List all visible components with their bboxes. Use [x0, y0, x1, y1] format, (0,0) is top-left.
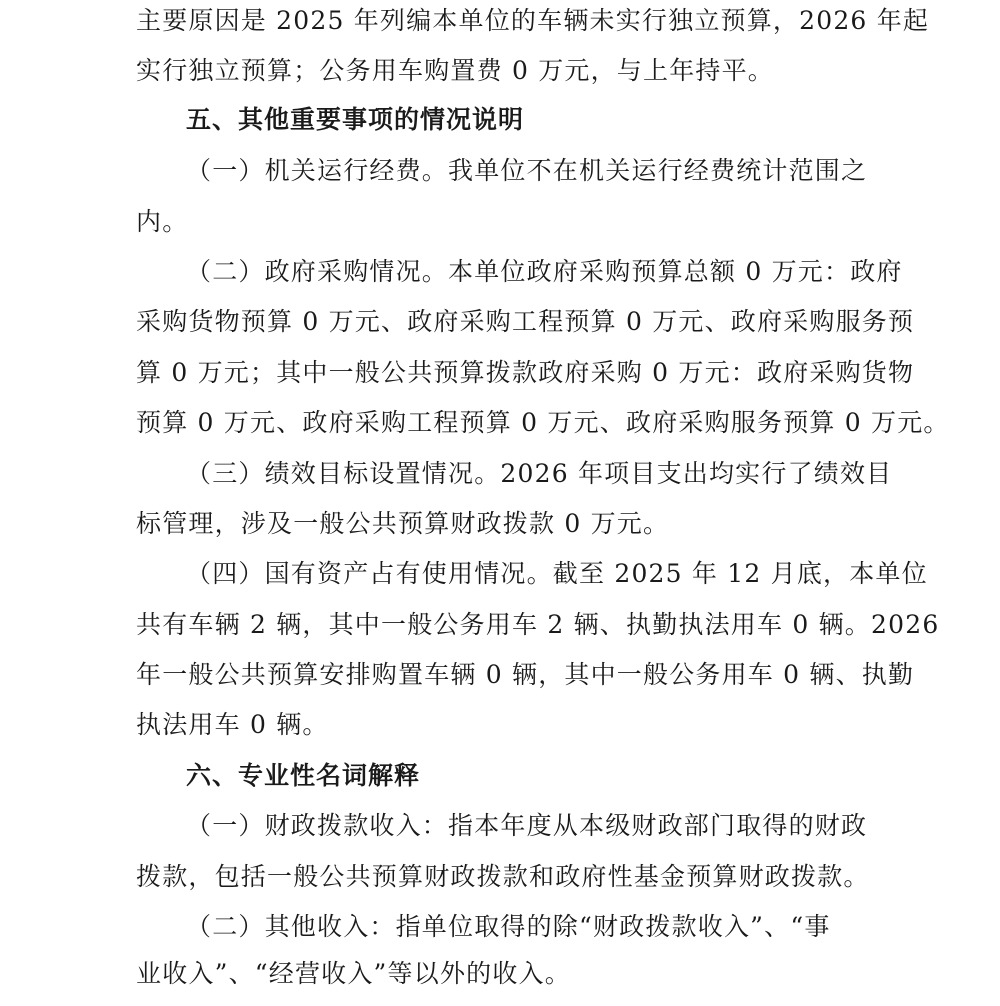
body-text-line: 执法用车 0 辆。 [136, 710, 329, 739]
body-text-line: 主要原因是 2025 年列编本单位的车辆未实行独立预算，2026 年起 [136, 6, 930, 35]
body-text-line: 年一般公共预算安排购置车辆 0 辆，其中一般公务用车 0 辆、执勤 [136, 660, 915, 689]
body-text-line: 算 0 万元；其中一般公共预算拨款政府采购 0 万元：政府采购货物 [136, 358, 915, 387]
paragraph-start: （一）机关运行经费。我单位不在机关运行经费统计范围之 [186, 156, 868, 185]
section-heading: 五、其他重要事项的情况说明 [186, 105, 525, 134]
body-text-line: 内。 [136, 207, 189, 236]
section-heading: 六、专业性名词解释 [186, 761, 421, 790]
body-text-line: 拨款，包括一般公共预算财政拨款和政府性基金预算财政拨款。 [136, 862, 870, 891]
body-text-line: 标管理，涉及一般公共预算财政拨款 0 万元。 [136, 509, 670, 538]
paragraph-start: （二）其他收入：指单位取得的除“财政拨款收入”、“事 [186, 912, 831, 941]
paragraph-start: （一）财政拨款收入：指本年度从本级财政部门取得的财政 [186, 811, 868, 840]
paragraph-start: （三）绩效目标设置情况。2026 年项目支出均实行了绩效目 [186, 459, 893, 488]
body-text-line: 业收入”、“经营收入”等以外的收入。 [136, 959, 571, 988]
paragraph-start: （四）国有资产占有使用情况。截至 2025 年 12 月底，本单位 [186, 559, 928, 588]
paragraph-start: （二）政府采购情况。本单位政府采购预算总额 0 万元：政府 [186, 257, 903, 286]
body-text-line: 共有车辆 2 辆，其中一般公务用车 2 辆、执勤执法用车 0 辆。2026 [136, 610, 940, 639]
body-text-line: 采购货物预算 0 万元、政府采购工程预算 0 万元、政府采购服务预 [136, 307, 915, 336]
body-text-line: 实行独立预算；公务用车购置费 0 万元，与上年持平。 [136, 56, 775, 85]
body-text-line: 预算 0 万元、政府采购工程预算 0 万元、政府采购服务预算 0 万元。 [136, 408, 950, 437]
